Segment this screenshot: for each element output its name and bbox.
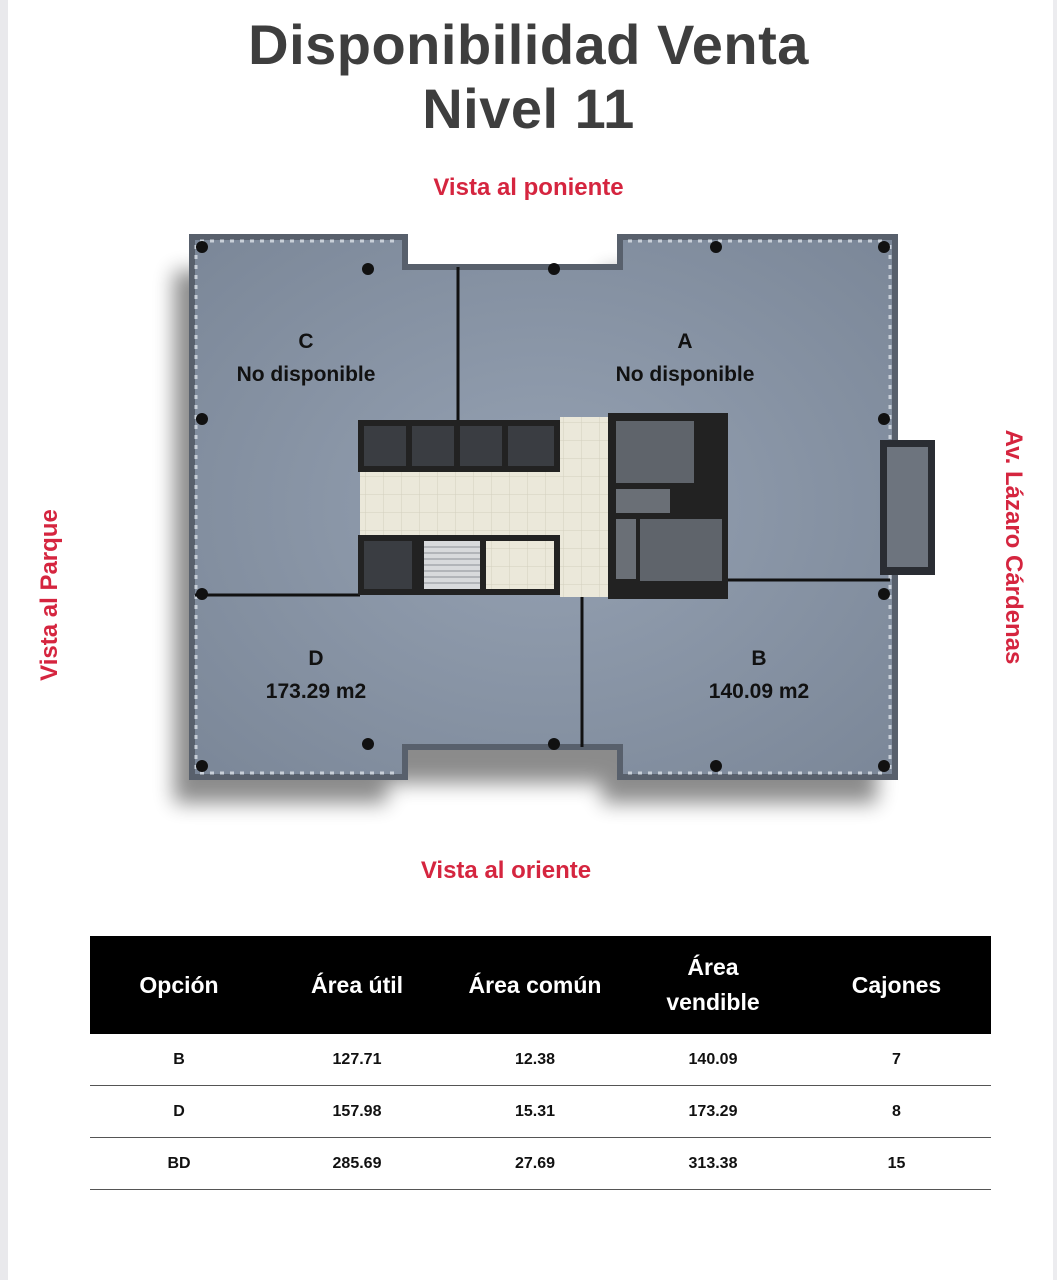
cell-opcion: BD: [167, 1154, 191, 1172]
view-label-left: Vista al Parque: [36, 509, 63, 681]
shaft: [364, 541, 412, 589]
elevator-3: [460, 426, 502, 466]
elevator-1: [364, 426, 406, 466]
service-room-4: [616, 519, 636, 579]
cell-area-util: 285.69: [332, 1154, 382, 1172]
header-area-comun: Área común: [468, 971, 602, 998]
cell-cajones: 7: [892, 1050, 901, 1068]
table-row: [90, 1086, 991, 1138]
unit-d-area: 173.29 m2: [265, 680, 367, 703]
elevator-2: [412, 426, 454, 466]
page-subtitle: Nivel 11: [422, 77, 635, 140]
cell-area-util: 157.98: [332, 1102, 382, 1120]
cell-area-vendible: 140.09: [688, 1050, 738, 1068]
unit-a-status: No disponible: [615, 363, 755, 386]
page-title: Disponibilidad Venta: [248, 13, 809, 76]
header-area-util: Área útil: [310, 971, 404, 998]
cell-opcion: D: [173, 1102, 185, 1120]
unit-b-label: [659, 642, 859, 708]
availability-table: [90, 936, 991, 1190]
cell-opcion: B: [173, 1050, 185, 1068]
cell-area-vendible: 313.38: [688, 1154, 738, 1172]
cell-area-comun: 12.38: [514, 1050, 556, 1068]
cell-area-comun: 27.69: [514, 1154, 556, 1172]
elevator-4: [508, 426, 554, 466]
floor-plan: [150, 225, 950, 825]
cell-area-comun: 15.31: [514, 1102, 556, 1120]
service-room-2: [616, 489, 670, 513]
unit-d-label: [216, 642, 416, 708]
header-cajones: Cajones: [851, 971, 942, 998]
header-area-vendible: Área vendible: [666, 954, 760, 1015]
cell-area-util: 127.71: [332, 1050, 382, 1068]
table-header: [90, 936, 991, 1034]
table-row: [90, 1034, 991, 1086]
unit-d-name: D: [308, 647, 324, 670]
unit-b-name: B: [751, 647, 767, 670]
core-lobby: [560, 417, 610, 597]
service-room-3: [640, 519, 722, 581]
floor-plan-drawing: [150, 225, 950, 825]
balcony-inner: [887, 447, 928, 567]
unit-c-status: No disponible: [236, 363, 376, 386]
unit-a-label: [585, 325, 785, 391]
unit-c-name: C: [298, 330, 314, 353]
service-room-1: [616, 421, 694, 483]
cell-cajones: 8: [892, 1102, 901, 1120]
unit-b-area: 140.09 m2: [708, 680, 810, 703]
cell-cajones: 15: [887, 1154, 906, 1172]
unit-a-name: A: [677, 330, 693, 353]
view-label-top: Vista al poniente: [433, 174, 624, 201]
unit-c-label: [206, 325, 406, 391]
view-label-bottom: Vista al oriente: [420, 857, 592, 884]
table-row: [90, 1138, 991, 1190]
view-label-right: Av. Lázaro Cárdenas: [1000, 429, 1027, 665]
header-opcion: Opción: [139, 971, 219, 998]
stair-landing: [486, 541, 554, 589]
cell-area-vendible: 173.29: [688, 1102, 738, 1120]
